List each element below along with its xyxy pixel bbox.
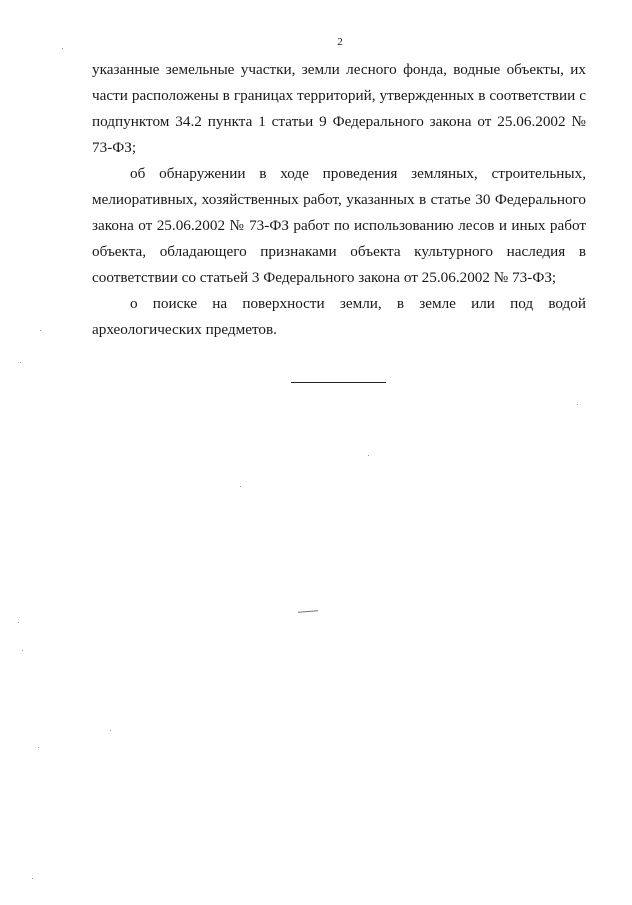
paragraph-search: о поиске на поверхности земли, в земле или под водой археологических предметов. bbox=[92, 295, 586, 338]
document-body bbox=[92, 57, 586, 343]
scan-speck bbox=[40, 330, 41, 331]
scan-speck bbox=[368, 455, 369, 456]
page-number: 2 bbox=[337, 36, 343, 48]
scan-speck bbox=[18, 622, 19, 623]
scan-speck bbox=[38, 747, 39, 748]
scan-speck bbox=[62, 48, 63, 49]
scan-speck bbox=[577, 404, 578, 405]
scan-artifact-mark bbox=[298, 610, 318, 612]
paragraph-discovery: об обнаружении в ходе проведения земляных, строительных, мелиоративных, хозяйственных работ, указанных в статье 30 Федерального закона от 25.06.2002 № 73-ФЗ работ по использованию лесов и иных работ объекта, обладающего признаками объекта культурного наследия в соответствии со статьей 3 Федерального закона от 25.06.2002 № 73-ФЗ; bbox=[92, 165, 586, 286]
scan-speck bbox=[22, 650, 23, 651]
scan-speck bbox=[20, 362, 21, 363]
end-separator-line bbox=[291, 382, 386, 383]
scan-speck bbox=[110, 730, 111, 731]
paragraph-continuation: указанные земельные участки, земли лесного фонда, водные объекты, их части расположены в границах территорий, утвержденных в соответствии с подпунктом 34.2 пункта 1 статьи 9 Федерального закона от 25.06.2002 № 73-ФЗ; bbox=[92, 61, 586, 156]
scan-speck bbox=[32, 878, 33, 879]
scan-speck bbox=[240, 486, 241, 487]
